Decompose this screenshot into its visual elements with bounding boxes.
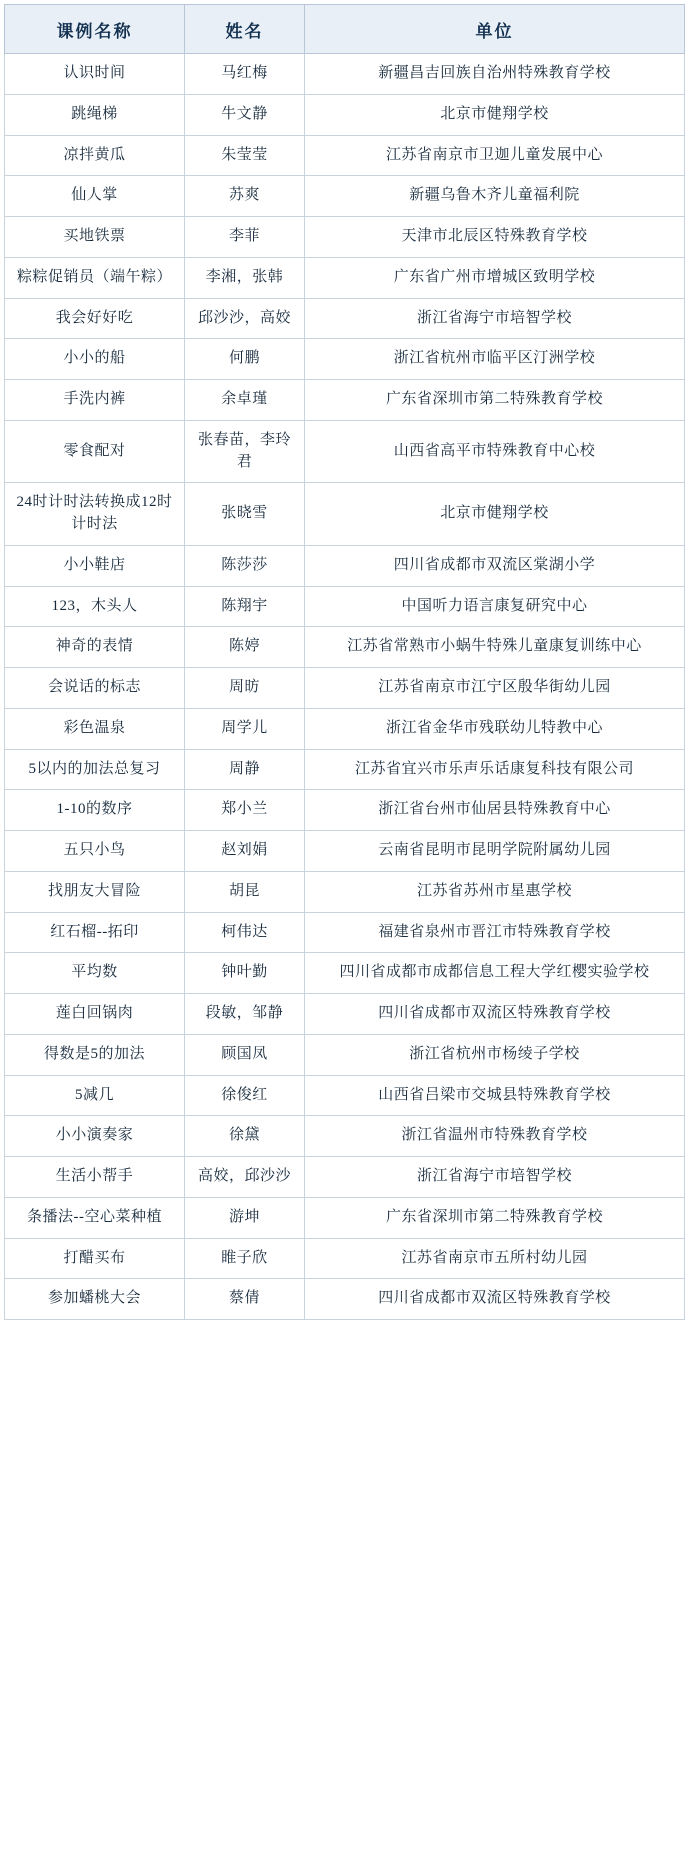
cell-course-name: 生活小帮手 [5,1157,185,1198]
cell-person-name: 朱莹莹 [185,135,305,176]
cell-person-name: 蔡倩 [185,1279,305,1320]
course-table [4,4,685,1320]
table-row [5,94,685,135]
table-row [5,1238,685,1279]
table-row [5,586,685,627]
cell-person-name: 李湘，张韩 [185,257,305,298]
cell-unit: 江苏省宜兴市乐声乐话康复科技有限公司 [305,749,685,790]
cell-person-name: 牛文静 [185,94,305,135]
table-row [5,749,685,790]
cell-person-name: 苏爽 [185,176,305,217]
cell-person-name: 段敏，邹静 [185,994,305,1035]
cell-course-name: 得数是5的加法 [5,1034,185,1075]
cell-person-name: 胡昆 [185,871,305,912]
cell-course-name: 平均数 [5,953,185,994]
cell-person-name: 张春苗，李玲君 [185,420,305,483]
table-row [5,1279,685,1320]
cell-course-name: 会说话的标志 [5,668,185,709]
cell-unit: 四川省成都市双流区特殊教育学校 [305,994,685,1035]
cell-unit: 北京市健翔学校 [305,483,685,546]
cell-person-name: 马红梅 [185,54,305,95]
column-header-course-name: 课例名称 [5,5,185,54]
table-row [5,790,685,831]
cell-course-name: 五只小鸟 [5,831,185,872]
cell-unit: 山西省高平市特殊教育中心校 [305,420,685,483]
cell-unit: 北京市健翔学校 [305,94,685,135]
table-row [5,135,685,176]
cell-course-name: 跳绳梯 [5,94,185,135]
cell-unit: 广东省深圳市第二特殊教育学校 [305,1197,685,1238]
table-row [5,871,685,912]
cell-person-name: 高姣，邱沙沙 [185,1157,305,1198]
column-header-unit: 单位 [305,5,685,54]
cell-person-name: 赵刘娟 [185,831,305,872]
cell-course-name: 24时计时法转换成12时计时法 [5,483,185,546]
table-row [5,545,685,586]
cell-person-name: 周昉 [185,668,305,709]
cell-course-name: 手洗内裤 [5,380,185,421]
cell-course-name: 小小演奏家 [5,1116,185,1157]
column-header-person-name: 姓名 [185,5,305,54]
cell-course-name: 神奇的表情 [5,627,185,668]
table-row [5,1157,685,1198]
cell-unit: 浙江省杭州市杨绫子学校 [305,1034,685,1075]
cell-person-name: 柯伟达 [185,912,305,953]
cell-course-name: 买地铁票 [5,217,185,258]
table-row [5,627,685,668]
cell-course-name: 5以内的加法总复习 [5,749,185,790]
cell-person-name: 郑小兰 [185,790,305,831]
table-header-row [5,5,685,54]
cell-person-name: 余卓瑾 [185,380,305,421]
cell-person-name: 张晓雪 [185,483,305,546]
table-row [5,708,685,749]
table-row [5,257,685,298]
cell-unit: 四川省成都市成都信息工程大学红樱实验学校 [305,953,685,994]
cell-course-name: 零食配对 [5,420,185,483]
cell-unit: 新疆乌鲁木齐儿童福利院 [305,176,685,217]
table-row [5,217,685,258]
cell-course-name: 粽粽促销员（端午粽） [5,257,185,298]
cell-unit: 浙江省杭州市临平区汀洲学校 [305,339,685,380]
cell-unit: 江苏省南京市五所村幼儿园 [305,1238,685,1279]
cell-course-name: 1-10的数序 [5,790,185,831]
table-row [5,831,685,872]
cell-unit: 云南省昆明市昆明学院附属幼儿园 [305,831,685,872]
cell-unit: 天津市北辰区特殊教育学校 [305,217,685,258]
cell-course-name: 条播法--空心菜种植 [5,1197,185,1238]
cell-unit: 广东省广州市增城区致明学校 [305,257,685,298]
table-row [5,953,685,994]
cell-course-name: 凉拌黄瓜 [5,135,185,176]
table-row [5,54,685,95]
table-row [5,912,685,953]
cell-person-name: 陈莎莎 [185,545,305,586]
table-row [5,1075,685,1116]
cell-unit: 浙江省金华市残联幼儿特教中心 [305,708,685,749]
cell-course-name: 123，木头人 [5,586,185,627]
cell-unit: 浙江省台州市仙居县特殊教育中心 [305,790,685,831]
cell-unit: 江苏省常熟市小蜗牛特殊儿童康复训练中心 [305,627,685,668]
cell-person-name: 陈翔宇 [185,586,305,627]
table-body [5,54,685,1320]
cell-course-name: 我会好好吃 [5,298,185,339]
cell-person-name: 钟叶勤 [185,953,305,994]
cell-unit: 四川省成都市双流区特殊教育学校 [305,1279,685,1320]
cell-course-name: 小小鞋店 [5,545,185,586]
table-row [5,1197,685,1238]
cell-course-name: 彩色温泉 [5,708,185,749]
cell-course-name: 莲白回锅肉 [5,994,185,1035]
cell-course-name: 找朋友大冒险 [5,871,185,912]
cell-person-name: 顾国凤 [185,1034,305,1075]
cell-unit: 江苏省苏州市星惠学校 [305,871,685,912]
cell-person-name: 徐俊红 [185,1075,305,1116]
cell-person-name: 睢子欣 [185,1238,305,1279]
cell-unit: 四川省成都市双流区棠湖小学 [305,545,685,586]
table-row [5,298,685,339]
cell-person-name: 游坤 [185,1197,305,1238]
table-row [5,380,685,421]
cell-unit: 浙江省海宁市培智学校 [305,1157,685,1198]
cell-course-name: 打醋买布 [5,1238,185,1279]
cell-unit: 中国听力语言康复研究中心 [305,586,685,627]
table-row [5,420,685,483]
cell-person-name: 李菲 [185,217,305,258]
cell-person-name: 徐黛 [185,1116,305,1157]
cell-unit: 广东省深圳市第二特殊教育学校 [305,380,685,421]
cell-course-name: 参加蟠桃大会 [5,1279,185,1320]
cell-person-name: 何鹏 [185,339,305,380]
cell-person-name: 周静 [185,749,305,790]
cell-course-name: 仙人掌 [5,176,185,217]
cell-person-name: 邱沙沙，高姣 [185,298,305,339]
table-header [5,5,685,54]
cell-unit: 浙江省海宁市培智学校 [305,298,685,339]
table-row [5,668,685,709]
table-row [5,1034,685,1075]
table-row [5,483,685,546]
cell-unit: 福建省泉州市晋江市特殊教育学校 [305,912,685,953]
cell-course-name: 红石榴--拓印 [5,912,185,953]
cell-unit: 山西省吕梁市交城县特殊教育学校 [305,1075,685,1116]
cell-person-name: 周学儿 [185,708,305,749]
cell-course-name: 认识时间 [5,54,185,95]
cell-unit: 新疆昌吉回族自治州特殊教育学校 [305,54,685,95]
cell-unit: 江苏省南京市江宁区殷华街幼儿园 [305,668,685,709]
cell-unit: 浙江省温州市特殊教育学校 [305,1116,685,1157]
table-row [5,339,685,380]
cell-unit: 江苏省南京市卫迦儿童发展中心 [305,135,685,176]
cell-person-name: 陈婷 [185,627,305,668]
cell-course-name: 小小的船 [5,339,185,380]
table-row [5,1116,685,1157]
table-row [5,994,685,1035]
cell-course-name: 5减几 [5,1075,185,1116]
table-row [5,176,685,217]
